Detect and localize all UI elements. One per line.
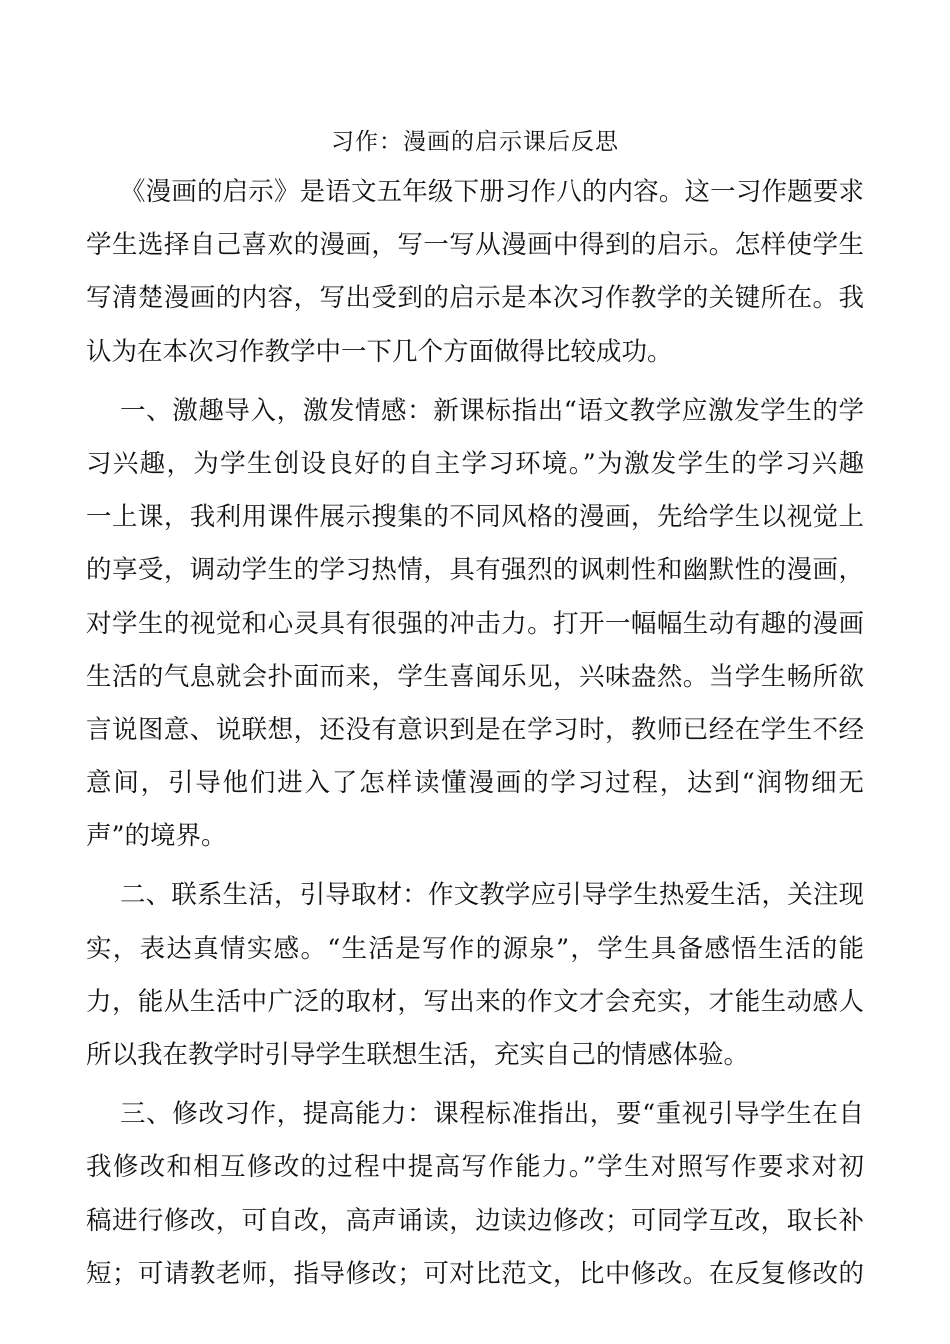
text-line: 《漫画的启示》是语文五年级下册习作八的内容。这一习作题要求 bbox=[120, 177, 864, 207]
text-line: 认为在本次习作教学中一下几个方面做得比较成功。 bbox=[86, 336, 673, 367]
text-line: 写清楚漫画的内容，写出受到的启示是本次习作教学的关键所在。我 bbox=[86, 283, 864, 314]
text-line: 意间，引导他们进入了怎样读懂漫画的学习过程，达到“润物细无 bbox=[86, 768, 864, 799]
text-line: 二、联系生活，引导取材：作文教学应引导学生热爱生活，关注现 bbox=[120, 880, 864, 911]
document-body bbox=[86, 166, 864, 1301]
text-line: 短；可请教老师，指导修改；可对比范文，比中修改。在反复修改的 bbox=[86, 1258, 864, 1289]
text-line: 言说图意、说联想，还没有意识到是在学习时，教师已经在学生不经 bbox=[86, 714, 864, 745]
text-line: 对学生的视觉和心灵具有很强的冲击力。打开一幅幅生动有趣的漫画 bbox=[86, 608, 864, 639]
text-line: 学生选择自己喜欢的漫画，写一写从漫画中得到的启示。怎样使学生 bbox=[86, 230, 864, 261]
paragraph-point-two bbox=[86, 869, 864, 1082]
text-line: 实，表达真情实感。“生活是写作的源泉”，学生具备感悟生活的能 bbox=[86, 933, 864, 964]
text-line: 一上课，我利用课件展示搜集的不同风格的漫画，先给学生以视觉上 bbox=[86, 502, 864, 533]
paragraph-point-one bbox=[86, 385, 864, 864]
text-line: 一、激趣导入，激发情感：新课标指出“语文教学应激发学生的学 bbox=[120, 395, 864, 426]
text-line: 所以我在教学时引导学生联想生活，充实自己的情感体验。 bbox=[86, 1040, 750, 1070]
text-line: 声”的境界。 bbox=[86, 821, 227, 852]
document-title: 习作：漫画的启示课后反思 bbox=[331, 129, 619, 155]
text-line: 力，能从生活中广泛的取材，写出来的作文才会充实，才能生动感人 bbox=[86, 986, 864, 1017]
text-line: 稿进行修改，可自改，高声诵读，边读边修改；可同学互改，取长补 bbox=[86, 1205, 864, 1236]
text-line: 的享受，调动学生的学习热情，具有强烈的讽刺性和幽默性的漫画， bbox=[86, 555, 864, 586]
paragraph-intro bbox=[86, 166, 864, 379]
text-line: 习兴趣，为学生创设良好的自主学习环境。”为激发学生的学习兴趣 bbox=[86, 448, 864, 479]
text-line: 生活的气息就会扑面而来，学生喜闻乐见，兴味盎然。当学生畅所欲 bbox=[86, 661, 864, 692]
text-line: 我修改和相互修改的过程中提高写作能力。”学生对照写作要求对初 bbox=[86, 1152, 864, 1183]
paragraph-point-three bbox=[86, 1088, 864, 1301]
text-line: 三、修改习作，提高能力：课程标准指出，要“重视引导学生在自 bbox=[120, 1099, 864, 1130]
